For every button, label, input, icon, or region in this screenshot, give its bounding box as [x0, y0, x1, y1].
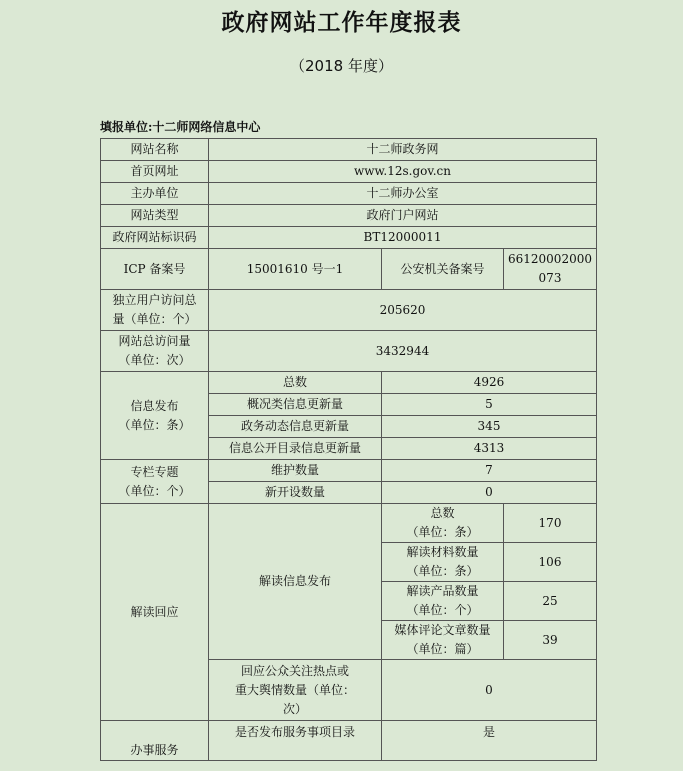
total-visits-value: 3432944 — [209, 331, 597, 372]
site-id-label: 政府网站标识码 — [101, 227, 209, 249]
icp-value: 15001610 号一1 — [209, 249, 382, 290]
icp-label: ICP 备案号 — [101, 249, 209, 290]
row-columns-maintained — [101, 460, 597, 482]
report-table — [100, 138, 597, 761]
unique-visitors-value: 205620 — [209, 290, 597, 331]
interp-item-label — [382, 504, 504, 543]
info-item-value: 4926 — [382, 372, 597, 394]
info-item-label: 信息公开目录信息更新量 — [209, 438, 382, 460]
response-value: 0 — [382, 660, 597, 721]
interp-item-label-line1: 解读材料数量 — [406, 545, 479, 559]
reporting-unit: 填报单位:十二师网络信息中心 — [100, 120, 261, 134]
unique-visitors-label-line1: 独立用户访问总 — [112, 293, 197, 307]
response-label-line2: 重大舆情数量（单位： — [234, 682, 355, 697]
interp-item-label-line2: （单位：个） — [406, 603, 479, 617]
row-icp — [101, 249, 597, 290]
row-total-visits — [101, 331, 597, 372]
response-label — [209, 660, 382, 721]
info-item-label: 政务动态信息更新量 — [209, 416, 382, 438]
police-record-value-line2: 073 — [538, 271, 562, 285]
row-site-id — [101, 227, 597, 249]
interp-item-label — [382, 543, 504, 582]
interp-item-label — [382, 621, 504, 660]
columns-label-line1: 专栏专题 — [130, 464, 179, 479]
columns-item-value: 7 — [382, 460, 597, 482]
police-record-value — [504, 249, 597, 290]
police-record-value-line1: 66120002000 — [508, 252, 592, 266]
interp-item-value: 170 — [504, 504, 597, 543]
info-item-label: 概况类信息更新量 — [209, 394, 382, 416]
response-label-line3: 次） — [282, 701, 307, 716]
site-type-value: 政府门户网站 — [209, 205, 597, 227]
info-item-label: 总数 — [209, 372, 382, 394]
sponsor-value: 十二师办公室 — [209, 183, 597, 205]
site-id-value: BT12000011 — [209, 227, 597, 249]
info-item-value: 5 — [382, 394, 597, 416]
unique-visitors-label-line2: 量（单位：个） — [112, 312, 197, 326]
interpretation-label: 解读回应 — [101, 504, 209, 721]
report-year: （2018 年度） — [290, 57, 393, 75]
info-publish-label — [101, 372, 209, 460]
interpretation-sub-label: 解读信息发布 — [209, 504, 382, 660]
services-item-value: 是 — [382, 721, 597, 761]
homepage-label: 首页网址 — [101, 161, 209, 183]
report-title: 政府网站工作年度报表 — [221, 10, 462, 36]
response-label-line1: 回应公众关注热点或 — [240, 663, 349, 678]
info-item-value: 345 — [382, 416, 597, 438]
row-services — [101, 721, 597, 761]
police-record-label: 公安机关备案号 — [382, 249, 504, 290]
row-interp-total — [101, 504, 597, 543]
columns-item-value: 0 — [382, 482, 597, 504]
interp-item-value: 39 — [504, 621, 597, 660]
columns-label — [101, 460, 209, 504]
row-site-type — [101, 205, 597, 227]
interp-item-label — [382, 582, 504, 621]
interp-item-value: 106 — [504, 543, 597, 582]
row-info-total — [101, 372, 597, 394]
row-sponsor — [101, 183, 597, 205]
total-visits-label — [101, 331, 209, 372]
row-homepage — [101, 161, 597, 183]
info-publish-label-line1: 信息发布 — [130, 398, 179, 413]
site-name-value: 十二师政务网 — [209, 139, 597, 161]
interp-item-label-line1: 总数 — [430, 506, 455, 520]
interp-item-label-line2: （单位：条） — [406, 564, 479, 578]
services-label: 办事服务 — [101, 721, 209, 761]
total-visits-label-line1: 网站总访问量 — [118, 334, 191, 348]
interp-item-label-line2: （单位：篇） — [406, 642, 479, 656]
site-name-label: 网站名称 — [101, 139, 209, 161]
sponsor-label: 主办单位 — [101, 183, 209, 205]
interp-item-label-line2: （单位：条） — [406, 525, 479, 539]
interp-item-label-line1: 媒体评论文章数量 — [394, 623, 491, 637]
homepage-value: www.12s.gov.cn — [209, 161, 597, 183]
columns-item-label: 维护数量 — [209, 460, 382, 482]
services-item-label: 是否发布服务事项目录 — [209, 721, 382, 761]
columns-item-label: 新开设数量 — [209, 482, 382, 504]
columns-label-line2: （单位：个） — [118, 483, 191, 498]
row-site-name — [101, 139, 597, 161]
unique-visitors-label — [101, 290, 209, 331]
total-visits-label-line2: （单位：次） — [118, 353, 191, 367]
row-unique-visitors — [101, 290, 597, 331]
info-publish-label-line2: （单位：条） — [118, 417, 191, 432]
interp-item-value: 25 — [504, 582, 597, 621]
interp-item-label-line1: 解读产品数量 — [406, 584, 479, 598]
info-item-value: 4313 — [382, 438, 597, 460]
site-type-label: 网站类型 — [101, 205, 209, 227]
